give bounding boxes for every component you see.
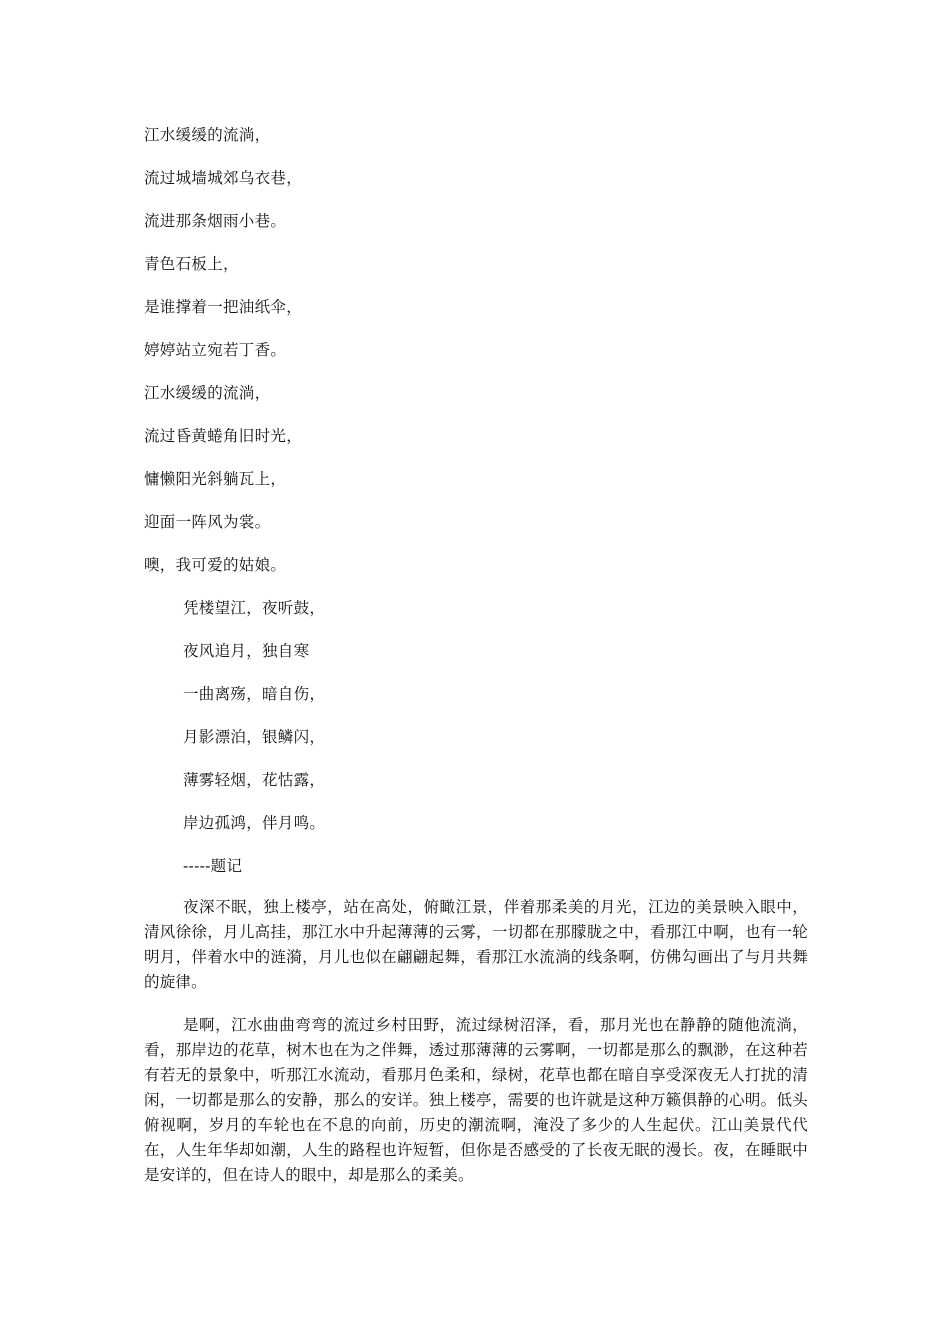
poem-line: 青色石板上， bbox=[144, 255, 239, 273]
poem-line: 江水缓缓的流淌， bbox=[144, 126, 271, 144]
poem-line: 婷婷站立宛若丁香。 bbox=[144, 341, 287, 359]
poem-line: 迎面一阵风为裳。 bbox=[144, 513, 271, 531]
poem-line: 噢，我可爱的姑娘。 bbox=[144, 556, 287, 574]
poem-line: 流过昏黄蜷角旧时光， bbox=[144, 427, 303, 445]
body-paragraph: 是啊，江水曲曲弯弯的流过乡村田野，流过绿树沼泽，看，那月光也在静静的随他流淌，看，那岸边的花草，树木也在为之伴舞，透过那薄薄的云雾啊，一切都是那么的飘渺，在这种若有若无的景象中，听那江水流动，看那月色柔和，绿树，花草也都在暗自享受深夜无人打扰的清闲，一切都是那么的安静，那么的安详。独上楼亭，需要的也许就是这种万籁俱静的心明。低头俯视啊，岁月的车轮也在不息的向前，历史的潮流啊，淹没了多少的人生起伏。江山美景代代在，人生年华却如潮，人生的路程也许短暂，但你是否感受的了长夜无眠的漫长。夜，在睡眠中是安详的，但在诗人的眼中，却是那么的柔美。 bbox=[144, 1016, 808, 1184]
inscription-line: 夜风追月，独自寒 bbox=[183, 642, 310, 660]
inscription-line: 月影漂泊，银鳞闪， bbox=[183, 728, 326, 746]
inscription-line: 凭楼望江，夜听鼓， bbox=[183, 599, 326, 617]
body-paragraph: 夜深不眠，独上楼亭，站在高处，俯瞰江景，伴着那柔美的月光，江边的美景映入眼中，清风徐徐，月儿高挂，那江水中升起薄薄的云雾，一切都在那朦胧之中，看那江中啊，也有一轮明月，伴着水中的涟漪，月儿也似在翩翩起舞，看那江水流淌的线条啊，仿佛勾画出了与月共舞的旋律。 bbox=[144, 898, 808, 991]
inscription-line: 岸边孤鸿，伴月鸣。 bbox=[183, 814, 326, 832]
poem-line: 流进那条烟雨小巷。 bbox=[144, 212, 287, 230]
inscription-attribution: -----题记 bbox=[183, 857, 243, 875]
poem-line: 流过城墙城郊乌衣巷， bbox=[144, 169, 303, 187]
poem-line: 是谁撑着一把油纸伞， bbox=[144, 298, 303, 316]
poem-line: 江水缓缓的流淌， bbox=[144, 384, 271, 402]
poem-line: 慵懒阳光斜躺瓦上， bbox=[144, 470, 287, 488]
inscription-line: 薄雾轻烟，花怙露， bbox=[183, 771, 326, 789]
inscription-line: 一曲离殇，暗自伤， bbox=[183, 685, 326, 703]
